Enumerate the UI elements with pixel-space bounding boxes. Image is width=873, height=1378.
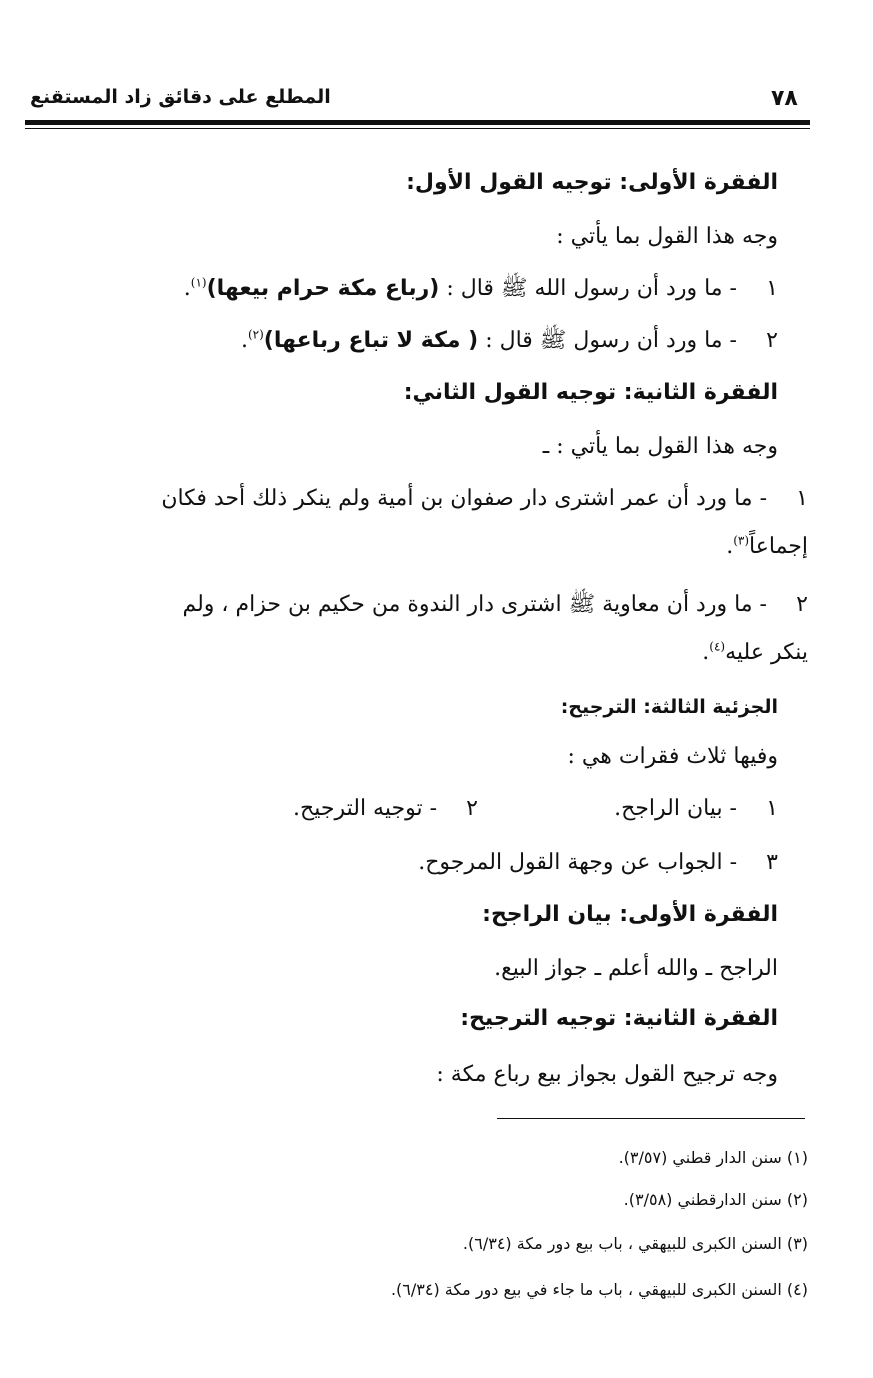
list-item: ٢ - ما ورد أن رسول ﷺ قال : ( مكة لا تباع رباعها)$^{(٢)}$. xyxy=(241,324,778,358)
paragraph: الراجح ـ والله أعلم ـ جواز البيع. xyxy=(494,956,778,981)
section-heading-justification: الفقرة الثانية: توجيه الترجيح: xyxy=(460,1006,778,1031)
item-number: ٢ xyxy=(466,796,478,821)
list-item xyxy=(161,482,808,516)
paragraph-intro: وفيها ثلاث فقرات هي : xyxy=(567,744,778,769)
item-number: ١ xyxy=(796,486,808,511)
paragraph: وجه ترجيح القول بجواز بيع رباع مكة : xyxy=(436,1062,778,1087)
item-number: ٢ xyxy=(766,328,778,353)
item-number: ١ xyxy=(766,276,778,301)
subsection-heading-preference: الجزئية الثالثة: الترجيح: xyxy=(560,696,778,718)
page-number: ٧٨ xyxy=(771,86,798,111)
hadith-quote: (رباع مكة حرام بيعها) xyxy=(206,276,440,301)
list-item: ١ - ما ورد أن رسول الله ﷺ قال : (رباع مكة حرام بيعها)$^{(١)}$. xyxy=(184,272,778,306)
item-text: - توجيه الترجيح. xyxy=(293,796,437,821)
footnote-ref[interactable]: (٣) xyxy=(733,533,750,548)
section-heading-preferred: الفقرة الأولى: بيان الراجح: xyxy=(482,902,778,927)
footnote-separator xyxy=(497,1118,805,1119)
item-text: - بيان الراجح. xyxy=(614,796,737,821)
paragraph-intro: وجه هذا القول بما يأتي : ـ xyxy=(542,434,778,459)
footnote-ref[interactable]: (١) xyxy=(190,275,207,290)
item-text: - الجواب عن وجهة القول المرجوح. xyxy=(418,850,737,875)
list-item xyxy=(418,846,778,880)
header-rule-thin xyxy=(25,128,810,129)
list-item-continuation: إجماعاً$^{(٣)}$. xyxy=(726,533,808,559)
item-text: - ما ورد أن معاوية ﷺ اشترى دار الندوة من حكيم بن حزام ، ولم xyxy=(182,592,767,617)
section-heading-second-opinion: الفقرة الثانية: توجيه القول الثاني: xyxy=(403,380,778,405)
item-text: - ما ورد أن رسول الله ﷺ قال : xyxy=(446,276,737,301)
item-number: ٣ xyxy=(766,850,778,875)
footnote: (٤) السنن الكبرى للبيهقي ، باب ما جاء في بيع دور مكة (٦/٣٤). xyxy=(390,1280,808,1299)
list-item-continuation: ينكر عليه$^{(٤)}$. xyxy=(702,639,808,665)
footnote: (٣) السنن الكبرى للبيهقي ، باب بيع دور مكة (٦/٣٤). xyxy=(462,1234,808,1253)
item-text: - ما ورد أن رسول ﷺ قال : xyxy=(485,328,737,353)
footnote: (٢) سنن الدارقطني (٣/٥٨). xyxy=(623,1190,808,1209)
list-item xyxy=(182,588,808,622)
hadith-quote: ( مكة لا تباع رباعها) xyxy=(263,328,479,353)
item-text: - ما ورد أن عمر اشترى دار صفوان بن أمية ولم ينكر ذلك أحد فكان xyxy=(161,486,767,511)
list-item xyxy=(293,792,478,826)
item-number: ١ xyxy=(766,796,778,821)
paragraph-intro: وجه هذا القول بما يأتي : xyxy=(556,224,778,249)
item-number: ٢ xyxy=(796,592,808,617)
section-heading-first-opinion: الفقرة الأولى: توجيه القول الأول: xyxy=(406,170,778,195)
footnote-ref[interactable]: (٤) xyxy=(709,639,726,654)
running-header-title: المطلع على دقائق زاد المستقنع xyxy=(30,86,331,108)
footnote-ref[interactable]: (٢) xyxy=(247,327,264,342)
list-item xyxy=(614,792,778,826)
footnote: (١) سنن الدار قطني (٣/٥٧). xyxy=(618,1148,808,1167)
header-rule-thick xyxy=(25,120,810,125)
